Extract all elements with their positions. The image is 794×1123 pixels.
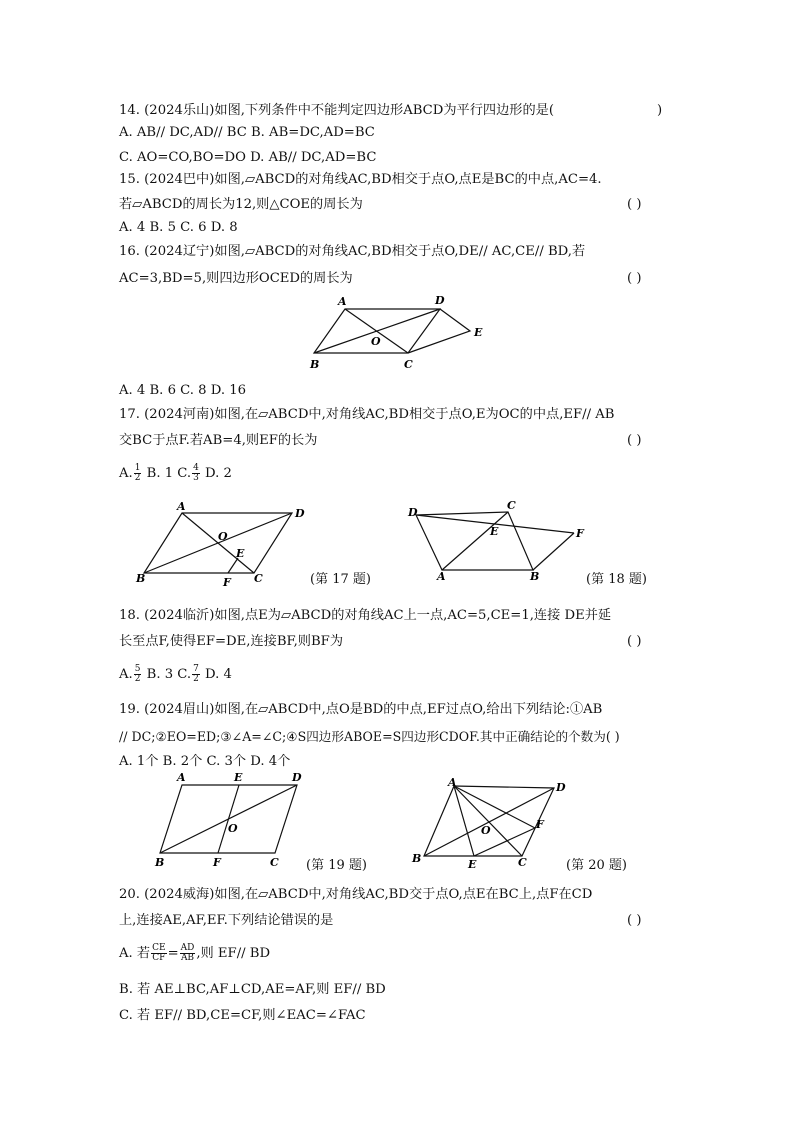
q20-label-b: B xyxy=(412,852,422,865)
q20-line-1: 20. (2024威海)如图,在▱ABCD中,对角线AC,BD交于点O,点E在BC上,点F在CD xyxy=(119,887,593,902)
q19-caption: (第 19 题) xyxy=(306,858,367,873)
q19-label-b: B xyxy=(155,856,165,869)
q19-label-d: D xyxy=(292,771,302,784)
q17-options xyxy=(119,464,232,483)
q18-label-c: C xyxy=(507,499,516,512)
q18-fraction-c xyxy=(192,665,200,684)
q16-segments-de-ce xyxy=(408,309,470,353)
q15-line-2: 若▱ABCD的周长为12,则△COE的周长为 xyxy=(119,197,363,212)
q20-label-f: F xyxy=(536,818,544,831)
q17-label-d: D xyxy=(295,507,305,520)
q20-paren: ( ) xyxy=(627,913,642,928)
q20-line-2: 上,连接AE,AF,EF.下列结论错误的是 xyxy=(119,913,334,928)
q20-label-a: A xyxy=(448,776,457,789)
q20-option-a-pre: A. 若 xyxy=(119,946,151,961)
q17-label-e: E xyxy=(236,547,245,560)
q18-figure xyxy=(400,500,600,590)
q17-frac-a-den: 2 xyxy=(134,473,141,483)
q17-label-b: B xyxy=(136,572,146,585)
q18-frac-c-num: 7 xyxy=(193,664,199,674)
q20-frac-2-num: AD xyxy=(180,943,195,953)
q18-line-1: 18. (2024临沂)如图,点E为▱ABCD的对角线AC上一点,AC=5,CE=1,连接 DE并延 xyxy=(119,608,612,623)
q15-options: A. 4 B. 5 C. 6 D. 8 xyxy=(119,220,238,235)
q18-frac-a-den: 2 xyxy=(134,674,141,684)
q16-paren: ( ) xyxy=(627,271,642,286)
q17-paren: ( ) xyxy=(627,433,642,448)
q17-frac-a-num: 1 xyxy=(134,463,141,473)
q20-frac-1-den: CF xyxy=(152,953,166,963)
q20-frac-2-den: AB xyxy=(180,953,195,963)
q14-options-1: A. AB// DC,AD// BC B. AB=DC,AD=BC xyxy=(119,125,375,140)
q16-label-c: C xyxy=(404,358,413,371)
q18-caption: (第 18 题) xyxy=(586,572,647,587)
q16-label-d: D xyxy=(435,294,445,307)
q20-fraction-ce-cf xyxy=(151,944,166,963)
q17-label-c: C xyxy=(254,572,263,585)
q16-figure xyxy=(300,290,500,375)
q16-label-e: E xyxy=(474,326,483,339)
q18-option-a: A. xyxy=(119,667,133,682)
q20-option-a-post: ,则 EF// BD xyxy=(196,946,271,961)
q19-label-a: A xyxy=(177,771,186,784)
q20-figure xyxy=(408,776,578,871)
q18-frac-c-den: 2 xyxy=(193,674,199,684)
q17-line-2: 交BC于点F.若AB=4,则EF的长为 xyxy=(119,433,318,448)
q17-figure xyxy=(130,500,310,590)
q17-label-a: A xyxy=(177,500,186,513)
q17-frac-c-den: 3 xyxy=(193,473,199,483)
q17-option-d: D. 2 xyxy=(200,466,232,481)
q19-line-1: 19. (2024眉山)如图,在▱ABCD中,点O是BD的中点,EF过点O,给出下列结论:①AB xyxy=(119,702,603,717)
q20-caption: (第 20 题) xyxy=(566,858,627,873)
q17-fraction-a xyxy=(134,464,142,483)
q18-label-f: F xyxy=(576,527,584,540)
q17-frac-c-num: 4 xyxy=(193,463,199,473)
q18-label-d: D xyxy=(408,506,418,519)
q16-label-o: O xyxy=(371,335,381,348)
q17-fraction-c xyxy=(192,464,200,483)
q20-option-c: C. 若 EF// BD,CE=CF,则∠EAC=∠FAC xyxy=(119,1008,366,1023)
q18-label-e: E xyxy=(490,525,499,538)
q20-option-b: B. 若 AE⊥BC,AF⊥CD,AE=AF,则 EF// BD xyxy=(119,982,386,997)
q17-option-a: A. xyxy=(119,466,133,481)
q20-label-c: C xyxy=(518,856,527,869)
q20-label-o: O xyxy=(481,824,491,837)
q15-paren: ( ) xyxy=(627,197,642,212)
q19-label-o: O xyxy=(228,822,238,835)
q14-options-2: C. AO=CO,BO=DO D. AB// DC,AD=BC xyxy=(119,150,377,165)
q16-label-a: A xyxy=(338,295,347,308)
q16-line-2: AC=3,BD=5,则四边形OCED的周长为 xyxy=(119,271,353,286)
q17-caption: (第 17 题) xyxy=(310,572,371,587)
q20-label-d: D xyxy=(556,781,566,794)
q14-stem: 14. (2024乐山)如图,下列条件中不能判定四边形ABCD为平行四边形的是( xyxy=(119,103,554,118)
q19-label-f: F xyxy=(213,856,221,869)
q16-options: A. 4 B. 6 C. 8 D. 16 xyxy=(119,383,246,398)
q18-diagonal-ac xyxy=(442,512,508,570)
q19-label-c: C xyxy=(270,856,279,869)
q14-paren: ) xyxy=(657,103,663,118)
q19-figure xyxy=(150,768,310,868)
q17-segment-ef xyxy=(228,558,238,573)
q18-option-bc: B. 3 C. xyxy=(142,667,192,682)
q17-label-o: O xyxy=(218,530,228,543)
q18-label-b: B xyxy=(530,570,540,583)
q18-options xyxy=(119,665,232,684)
q19-options: A. 1个 B. 2个 C. 3个 D. 4个 xyxy=(119,754,291,769)
q15-line-1: 15. (2024巴中)如图,▱ABCD的对角线AC,BD相交于点O,点E是BC的中点,AC=4. xyxy=(119,172,602,187)
q19-line-2: // DC;②EO=ED;③∠A=∠C;④S四边形ABOE=S四边形CDOF.其中正确结论的个数为( ) xyxy=(119,729,620,744)
q18-frac-a-num: 5 xyxy=(134,664,141,674)
q18-label-a: A xyxy=(437,570,446,583)
q19-segment-ef xyxy=(218,785,239,853)
q20-frac-1-num: CE xyxy=(152,943,166,953)
q17-option-bc: B. 1 C. xyxy=(142,466,192,481)
q17-diagonal-bd xyxy=(144,513,292,573)
q20-diagonal-bd xyxy=(424,788,554,856)
q18-option-d: D. 4 xyxy=(200,667,232,682)
q18-fraction-a xyxy=(134,665,142,684)
q18-segment-bf xyxy=(533,533,574,570)
q20-option-a-eq: = xyxy=(167,946,179,961)
q20-fraction-ad-ab xyxy=(180,944,196,963)
q20-segment-af xyxy=(454,786,535,828)
q20-option-a xyxy=(119,944,270,963)
q18-line-2: 长至点F,使得EF=DE,连接BF,则BF为 xyxy=(119,634,344,649)
q16-label-b: B xyxy=(310,358,320,371)
q19-label-e: E xyxy=(234,771,243,784)
q18-paren: ( ) xyxy=(627,634,642,649)
q17-line-1: 17. (2024河南)如图,在▱ABCD中,对角线AC,BD相交于点O,E为OC的中点,EF// AB xyxy=(119,407,615,422)
q20-label-e: E xyxy=(468,858,477,871)
q16-line-1: 16. (2024辽宁)如图,▱ABCD的对角线AC,BD相交于点O,DE// AC,CE// BD,若 xyxy=(119,244,586,259)
q17-label-f: F xyxy=(223,576,231,589)
